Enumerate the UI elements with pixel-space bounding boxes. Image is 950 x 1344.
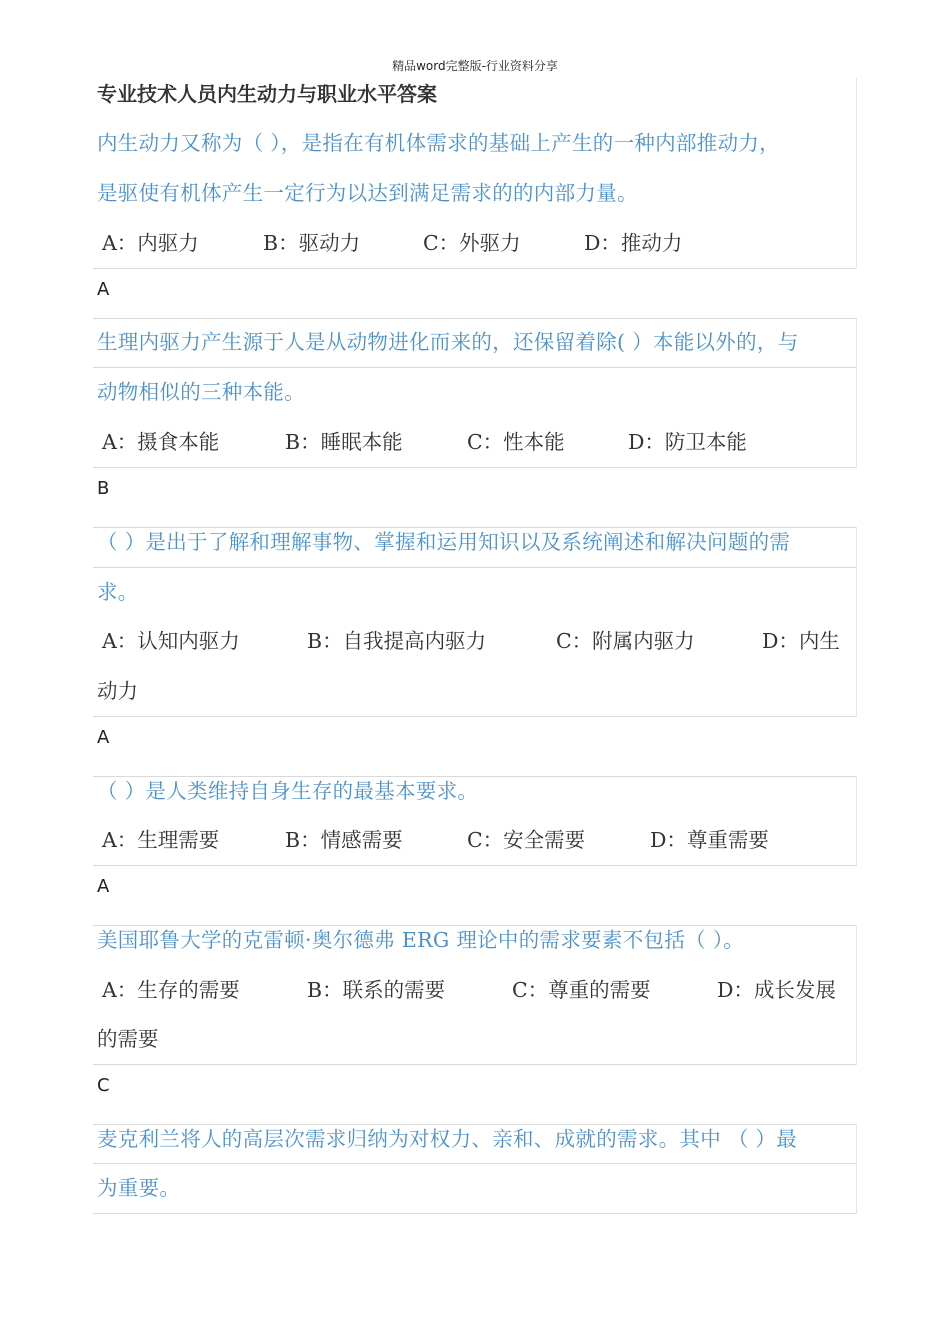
question-3-option-d: D：内生: [762, 629, 840, 653]
question-3-option-c: C：附属内驱力: [556, 629, 695, 653]
question-5-answer: C: [97, 1075, 110, 1096]
table-border: [856, 527, 857, 717]
divider: [93, 1163, 856, 1164]
table-border: [856, 1124, 857, 1214]
question-3-line-2: 求。: [97, 580, 139, 604]
question-1-option-a: A：内驱力: [102, 231, 199, 255]
question-5-option-a: A：生存的需要: [102, 978, 240, 1002]
question-1-line-1: 内生动力又称为（ ），是指在有机体需求的基础上产生的一种内部推动力，: [97, 131, 780, 155]
divider: [93, 367, 856, 368]
divider: [93, 716, 856, 717]
question-2-option-a: A：摄食本能: [102, 430, 220, 454]
question-4-line-1: （ ）是人类维持自身生存的最基本要求。: [97, 779, 479, 803]
question-3-line-1: （ ）是出于了解和理解事物、掌握和运用知识以及系统阐述和解决问题的需: [97, 530, 791, 554]
question-2-option-c: C：性本能: [467, 430, 565, 454]
question-4-option-d: D：尊重需要: [650, 828, 769, 852]
table-border: [856, 318, 857, 468]
divider: [93, 865, 856, 866]
divider: [93, 318, 856, 319]
divider: [93, 567, 856, 568]
question-1-option-d: D：推动力: [584, 231, 683, 255]
question-1-line-2: 是驱使有机体产生一定行为以达到满足需求的的内部力量。: [97, 181, 638, 205]
question-5-option-b: B：联系的需要: [307, 978, 446, 1002]
question-4-option-b: B：情感需要: [285, 828, 403, 852]
question-2-answer: B: [97, 478, 110, 499]
question-3-answer: A: [97, 727, 110, 748]
divider: [93, 268, 856, 269]
divider: [93, 1213, 856, 1214]
question-3-option-a: A：认知内驱力: [102, 629, 240, 653]
question-1-option-b: B：驱动力: [263, 231, 361, 255]
page-title: 专业技术人员内生动力与职业水平答案: [97, 82, 437, 106]
question-1-answer: A: [97, 279, 110, 300]
question-5-option-d: D：成长发展: [717, 978, 836, 1002]
question-6-line-1: 麦克利兰将人的高层次需求归纳为对权力、亲和、成就的需求。其中 （ ）最: [97, 1127, 798, 1151]
question-3-option-b: B：自我提高内驱力: [307, 629, 487, 653]
question-5-option-c: C：尊重的需要: [512, 978, 651, 1002]
question-5-line-1: 美国耶鲁大学的克雷顿·奥尔德弗 ERG 理论中的需求要素不包括（ ）。: [97, 928, 745, 952]
question-5-option-d-continued: 的需要: [97, 1027, 159, 1051]
page-header: 精品word完整版-行业资料分享: [392, 59, 558, 73]
question-1-option-c: C：外驱力: [423, 231, 521, 255]
table-border: [856, 78, 857, 268]
table-border: [856, 776, 857, 866]
question-4-option-a: A：生理需要: [102, 828, 220, 852]
question-4-option-c: C：安全需要: [467, 828, 586, 852]
question-4-answer: A: [97, 876, 110, 897]
table-border: [856, 925, 857, 1065]
question-2-line-1: 生理内驱力产生源于人是从动物进化而来的，还保留着除( ）本能以外的，与: [97, 330, 799, 354]
question-6-line-2: 为重要。: [97, 1176, 181, 1200]
divider: [93, 467, 856, 468]
divider: [93, 1064, 856, 1065]
question-2-option-b: B：睡眠本能: [285, 430, 403, 454]
question-2-line-2: 动物相似的三种本能。: [97, 380, 305, 404]
question-2-option-d: D：防卫本能: [628, 430, 747, 454]
question-3-option-d-continued: 动力: [97, 679, 138, 703]
